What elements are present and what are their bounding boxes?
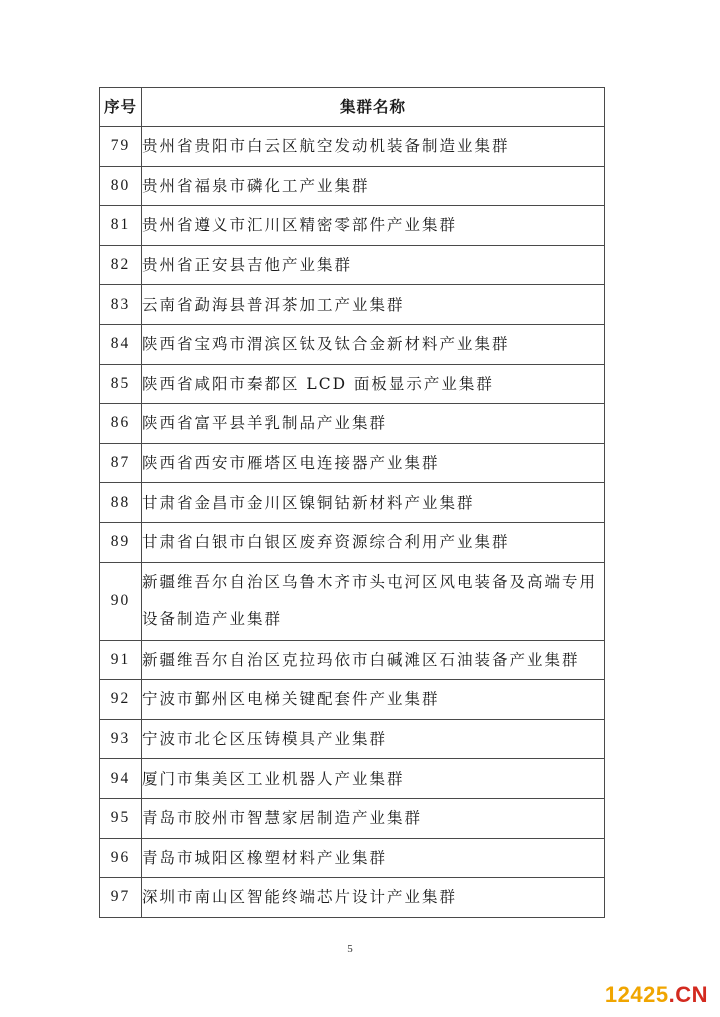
table-row xyxy=(100,759,605,799)
cluster-name: 宁波市鄞州区电梯关键配套件产业集群 xyxy=(142,680,605,720)
cluster-name: 贵州省遵义市汇川区精密零部件产业集群 xyxy=(142,206,605,246)
row-number: 81 xyxy=(100,206,142,246)
row-number: 80 xyxy=(100,166,142,206)
table-row xyxy=(100,483,605,523)
page-number: 5 xyxy=(347,943,353,955)
table-row xyxy=(100,680,605,720)
table-row xyxy=(100,719,605,759)
table-row xyxy=(100,640,605,680)
table-row xyxy=(100,522,605,562)
cluster-name: 云南省勐海县普洱茶加工产业集群 xyxy=(142,285,605,325)
table-row xyxy=(100,206,605,246)
row-number: 89 xyxy=(100,522,142,562)
row-number: 83 xyxy=(100,285,142,325)
row-number: 84 xyxy=(100,324,142,364)
table-header-row xyxy=(100,88,605,127)
row-number: 85 xyxy=(100,364,142,404)
cluster-name: 陕西省咸阳市秦都区 LCD 面板显示产业集群 xyxy=(142,364,605,404)
row-number: 97 xyxy=(100,878,142,918)
table-row xyxy=(100,364,605,404)
header-name: 集群名称 xyxy=(142,88,605,127)
row-number: 93 xyxy=(100,719,142,759)
row-number: 96 xyxy=(100,838,142,878)
table-row xyxy=(100,245,605,285)
row-number: 90 xyxy=(100,562,142,640)
cluster-table xyxy=(99,87,605,918)
cluster-name: 甘肃省金昌市金川区镍铜钴新材料产业集群 xyxy=(142,483,605,523)
table-row xyxy=(100,798,605,838)
cluster-name: 陕西省富平县羊乳制品产业集群 xyxy=(142,404,605,444)
cluster-name: 深圳市南山区智能终端芯片设计产业集群 xyxy=(142,878,605,918)
cluster-name: 陕西省西安市雁塔区电连接器产业集群 xyxy=(142,443,605,483)
cluster-name: 贵州省贵阳市白云区航空发动机装备制造业集群 xyxy=(142,127,605,167)
table-row xyxy=(100,324,605,364)
cluster-name: 甘肃省白银市白银区废弃资源综合利用产业集群 xyxy=(142,522,605,562)
cluster-name: 青岛市胶州市智慧家居制造产业集群 xyxy=(142,798,605,838)
cluster-name: 贵州省正安县吉他产业集群 xyxy=(142,245,605,285)
table-row xyxy=(100,562,605,640)
row-number: 92 xyxy=(100,680,142,720)
table-row xyxy=(100,838,605,878)
watermark-digits: 12425 xyxy=(604,982,669,1007)
cluster-name: 陕西省宝鸡市渭滨区钛及钛合金新材料产业集群 xyxy=(142,324,605,364)
cluster-name: 贵州省福泉市磷化工产业集群 xyxy=(142,166,605,206)
table-row xyxy=(100,443,605,483)
row-number: 87 xyxy=(100,443,142,483)
table-row xyxy=(100,404,605,444)
table-row xyxy=(100,166,605,206)
header-index: 序号 xyxy=(100,88,142,127)
cluster-name: 宁波市北仑区压铸模具产业集群 xyxy=(142,719,605,759)
watermark-domain: .CN xyxy=(668,982,708,1007)
watermark-logo xyxy=(605,982,708,1008)
row-number: 95 xyxy=(100,798,142,838)
row-number: 82 xyxy=(100,245,142,285)
row-number: 86 xyxy=(100,404,142,444)
row-number: 91 xyxy=(100,640,142,680)
cluster-name: 新疆维吾尔自治区克拉玛依市白碱滩区石油装备产业集群 xyxy=(142,640,605,680)
row-number: 88 xyxy=(100,483,142,523)
cluster-name: 新疆维吾尔自治区乌鲁木齐市头屯河区风电装备及高端专用设备制造产业集群 xyxy=(142,562,605,640)
row-number: 79 xyxy=(100,127,142,167)
table-row xyxy=(100,127,605,167)
table-row xyxy=(100,878,605,918)
cluster-name: 厦门市集美区工业机器人产业集群 xyxy=(142,759,605,799)
row-number: 94 xyxy=(100,759,142,799)
cluster-name: 青岛市城阳区橡塑材料产业集群 xyxy=(142,838,605,878)
table-row xyxy=(100,285,605,325)
